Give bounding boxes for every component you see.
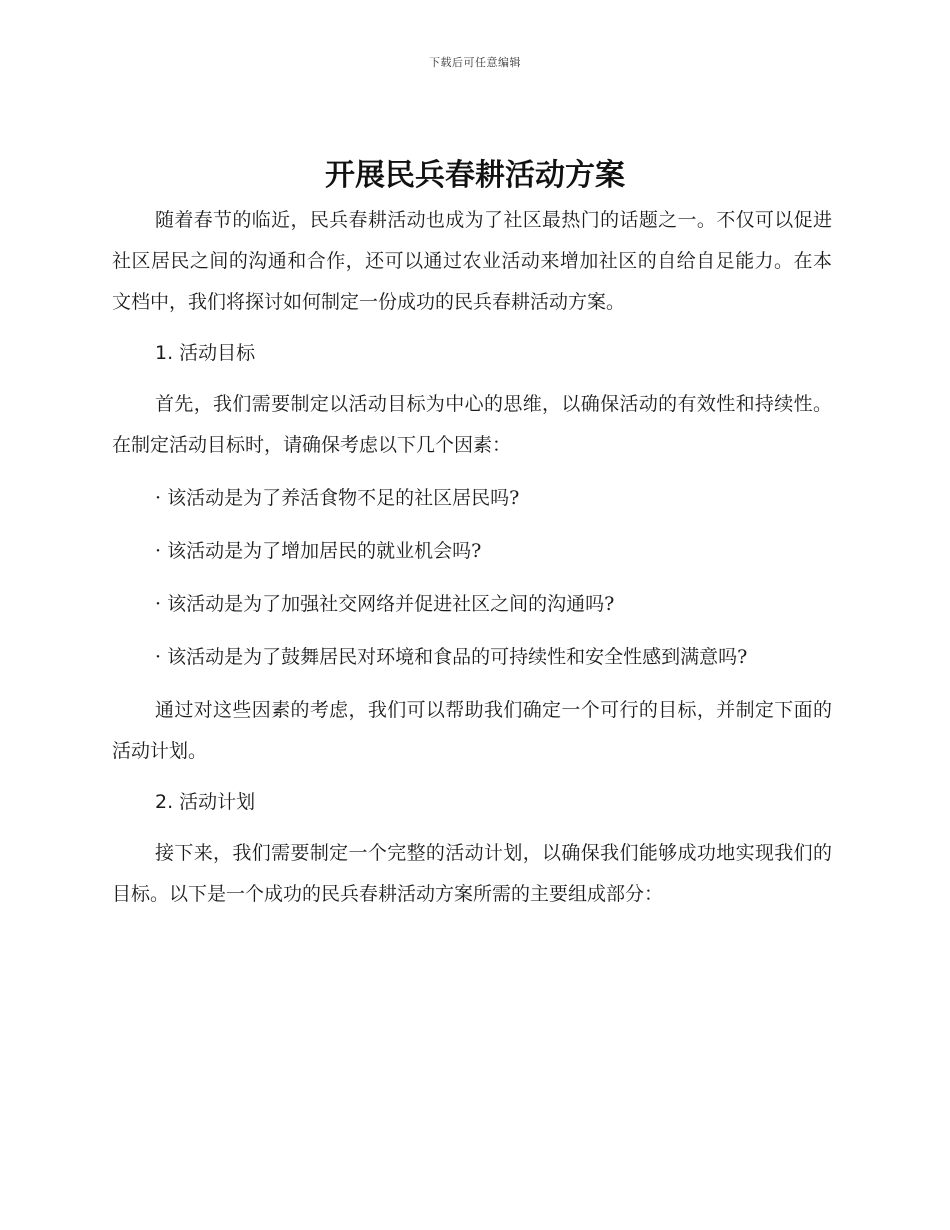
spacer xyxy=(112,466,832,478)
bullet-item: · 该活动是为了增加居民的就业机会吗? xyxy=(155,540,482,562)
bullet-item: · 该活动是为了鼓舞居民对环境和食品的可持续性和安全性感到满意吗? xyxy=(155,646,748,668)
spacer xyxy=(112,625,832,637)
document-body xyxy=(112,200,832,915)
section-2-paragraph: 接下来，我们需要制定一个完整的活动计划，以确保我们能够成功地实现我们的目标。以下是一个成功的民兵春耕活动方案所需的主要组成部分： xyxy=(112,842,832,905)
intro-paragraph: 随着春节的临近，民兵春耕活动也成为了社区最热门的话题之一。不仅可以促进社区居民之间的沟通和合作，还可以通过农业活动来增加社区的自给自足能力。在本文档中，我们将探讨如何制定一份成功的民兵春耕活动方案。 xyxy=(112,209,832,313)
spacer xyxy=(112,572,832,584)
section-1-paragraph: 首先，我们需要制定以活动目标为中心的思维，以确保活动的有效性和持续性。在制定活动目标时，请确保考虑以下几个因素： xyxy=(112,393,832,456)
spacer xyxy=(112,519,832,531)
spacer xyxy=(112,678,832,690)
section-1-conclusion: 通过对这些因素的考虑，我们可以帮助我们确定一个可行的目标，并制定下面的活动计划。 xyxy=(112,699,832,762)
section-2-heading: 2. 活动计划 xyxy=(155,791,256,813)
section-1-heading: 1. 活动目标 xyxy=(155,342,256,364)
header-note: 下载后可任意编辑 xyxy=(429,56,521,69)
document-title: 开展民兵春耕活动方案 xyxy=(325,158,625,193)
bullet-item: · 该活动是为了养活食物不足的社区居民吗? xyxy=(155,487,520,509)
bullet-item: · 该活动是为了加强社交网络并促进社区之间的沟通吗? xyxy=(155,593,615,615)
